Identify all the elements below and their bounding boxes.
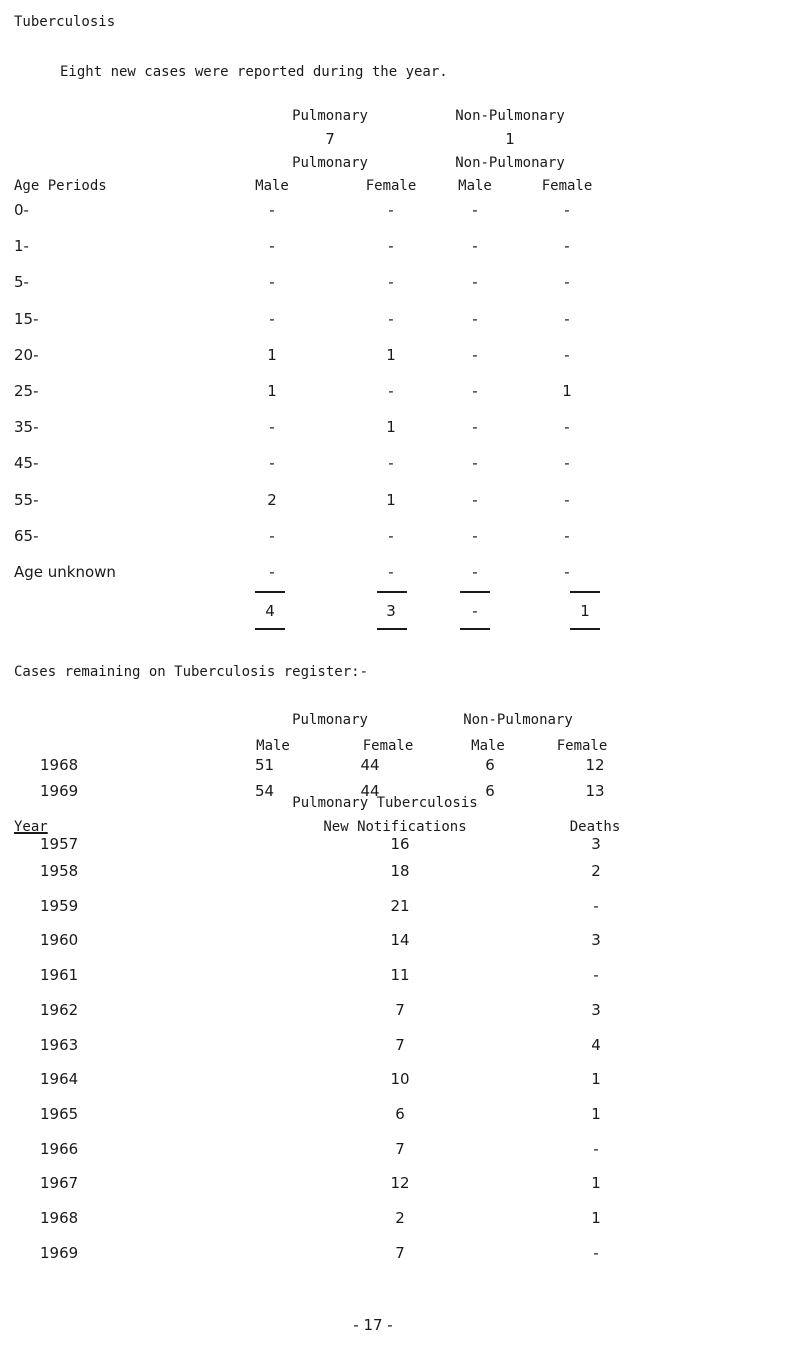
history-deaths: 4 [591,1035,601,1054]
register-cell-pulm-male: 54 [255,782,275,800]
history-year: 1960 [40,931,79,950]
history-year: 1958 [40,862,79,880]
cell-nonpulm-female: - [564,309,570,328]
age-period-label: 1- [14,237,29,256]
cell-nonpulm-female: - [564,273,570,292]
history-deaths-header: Deaths [569,819,621,835]
history-notifications: 21 [390,896,410,915]
age-period-label: 25- [14,382,39,400]
cell-pulm-female: - [388,309,394,328]
history-notifications: 14 [390,931,410,950]
history-year: 1965 [40,1104,79,1123]
register-group-non-pulmonary: Non-Pulmonary [463,712,573,728]
age-period-label: 35- [14,418,39,437]
register-cell-pulm-female: 44 [360,782,380,800]
history-deaths: 3 [591,835,601,853]
history-deaths: 1 [591,1104,601,1123]
register-cell-pulm-female: 44 [360,756,380,774]
history-heading: Pulmonary Tuberculosis [292,795,478,811]
cell-nonpulm-female: 1 [562,382,572,400]
total-rule-top [377,591,407,593]
cell-pulm-female: - [388,563,394,581]
register-cell-nonpulm-male: 6 [485,782,495,800]
register-group-pulmonary: Pulmonary [292,712,368,728]
cell-pulm-female: - [388,454,394,473]
age-period-label: 5- [14,273,29,292]
history-year-header: Year [14,819,48,835]
history-year: 1963 [40,1035,79,1054]
total-rule-top [255,591,285,593]
history-year: 1961 [40,966,79,985]
register-header-pulm-male: Male [256,738,290,754]
summary-pulmonary-count: 7 [325,130,335,148]
cell-pulm-female: 1 [386,418,396,437]
cell-pulm-male: - [269,309,275,328]
history-year: 1969 [40,1243,79,1262]
history-year: 1968 [40,1209,79,1227]
register-header-nonpulm-female: Female [556,738,608,754]
cell-pulm-female: - [388,237,394,256]
cell-pulm-male: - [269,526,275,545]
cell-pulm-female: - [388,382,394,400]
total-rule-bottom [460,628,490,630]
cell-nonpulm-male: - [472,418,478,437]
history-deaths: 3 [591,931,601,950]
history-notifications: 7 [395,1035,405,1054]
new-cases-group-pulmonary: Pulmonary [292,155,368,171]
cell-pulm-female: - [388,526,394,545]
history-year: 1964 [40,1070,79,1089]
cell-nonpulm-female: - [564,201,570,219]
cell-pulm-male: 1 [267,382,277,400]
cell-nonpulm-male: - [472,345,478,364]
history-notifications: 6 [395,1104,405,1123]
cell-nonpulm-male: - [472,526,478,545]
register-header-pulm-female: Female [362,738,414,754]
cell-nonpulm-male: - [472,237,478,256]
history-deaths: 3 [591,1000,601,1019]
cell-pulm-male: - [269,454,275,473]
cell-nonpulm-male: - [472,454,478,473]
cell-pulm-male: - [269,201,275,219]
cell-pulm-male: - [269,418,275,437]
cell-nonpulm-female: - [564,526,570,545]
register-year: 1969 [40,782,79,800]
history-deaths: 1 [591,1070,601,1089]
age-period-label: 20- [14,345,39,364]
cell-pulm-male: 1 [267,345,277,364]
register-cell-nonpulm-female: 13 [585,782,605,800]
register-cell-pulm-male: 51 [255,756,275,774]
history-notifications: 18 [390,862,410,880]
cell-nonpulm-male: - [472,563,478,581]
history-notifications: 11 [390,966,410,985]
total-nonpulm-male: - [472,602,478,620]
cell-nonpulm-female: - [564,490,570,509]
age-period-label: 15- [14,309,39,328]
history-year: 1966 [40,1139,79,1158]
summary-non-pulmonary-label: Non-Pulmonary [455,108,565,124]
register-cell-nonpulm-male: 6 [485,756,495,774]
history-year: 1962 [40,1000,79,1019]
cell-pulm-male: 2 [267,490,277,509]
history-notifications: 7 [395,1243,405,1262]
cell-pulm-female: 1 [386,345,396,364]
total-rule-bottom [570,628,600,630]
register-header-nonpulm-male: Male [471,738,505,754]
total-pulm-male: 4 [265,602,275,620]
intro-sentence: Eight new cases were reported during the year. [60,64,448,80]
age-period-label: Age unknown [14,563,116,581]
total-rule-bottom [255,628,285,630]
new-cases-group-non-pulmonary: Non-Pulmonary [455,155,565,171]
total-pulm-female: 3 [386,602,396,620]
summary-pulmonary-label: Pulmonary [292,108,368,124]
cell-nonpulm-female: - [564,345,570,364]
cell-nonpulm-male: - [472,490,478,509]
cell-nonpulm-female: - [564,454,570,473]
page-number: - 17 - [353,1316,393,1334]
cell-pulm-female: - [388,201,394,219]
history-deaths: 2 [591,862,601,880]
history-deaths: - [593,896,599,915]
history-deaths: 1 [591,1209,601,1227]
new-cases-header-pulm-female: Female [365,178,417,194]
cell-pulm-male: - [269,273,275,292]
total-rule-top [460,591,490,593]
total-nonpulm-female: 1 [580,602,590,620]
total-rule-bottom [377,628,407,630]
history-deaths: 1 [591,1174,601,1193]
history-notifications: 7 [395,1139,405,1158]
age-periods-header: Age Periods [14,178,107,194]
cell-pulm-female: 1 [386,490,396,509]
new-cases-header-nonpulm-male: Male [458,178,492,194]
age-period-label: 65- [14,526,39,545]
history-notifications: 2 [395,1209,405,1227]
age-period-label: 55- [14,490,39,509]
new-cases-header-pulm-male: Male [255,178,289,194]
register-heading: Cases remaining on Tuberculosis register:- [14,664,369,680]
cell-nonpulm-male: - [472,201,478,219]
cell-nonpulm-male: - [472,382,478,400]
history-notifications: 16 [390,835,410,853]
summary-non-pulmonary-count: 1 [505,130,515,148]
history-deaths: - [593,1243,599,1262]
new-cases-header-nonpulm-female: Female [541,178,593,194]
cell-pulm-male: - [269,237,275,256]
history-year: 1967 [40,1174,79,1193]
history-notifications: 12 [390,1174,410,1193]
cell-pulm-male: - [269,563,275,581]
cell-nonpulm-male: - [472,273,478,292]
cell-nonpulm-female: - [564,563,570,581]
cell-pulm-female: - [388,273,394,292]
history-year: 1959 [40,896,79,915]
cell-nonpulm-female: - [564,237,570,256]
page-title: Tuberculosis [14,14,116,30]
cell-nonpulm-female: - [564,418,570,437]
history-notifications: 7 [395,1000,405,1019]
history-deaths: - [593,1139,599,1158]
history-deaths: - [593,966,599,985]
register-cell-nonpulm-female: 12 [585,756,605,774]
history-notifications-header: New Notifications [323,819,467,835]
age-period-label: 0- [14,201,29,219]
register-year: 1968 [40,756,79,774]
age-period-label: 45- [14,454,39,473]
history-notifications: 10 [390,1070,410,1089]
history-year: 1957 [40,835,79,853]
cell-nonpulm-male: - [472,309,478,328]
total-rule-top [570,591,600,593]
